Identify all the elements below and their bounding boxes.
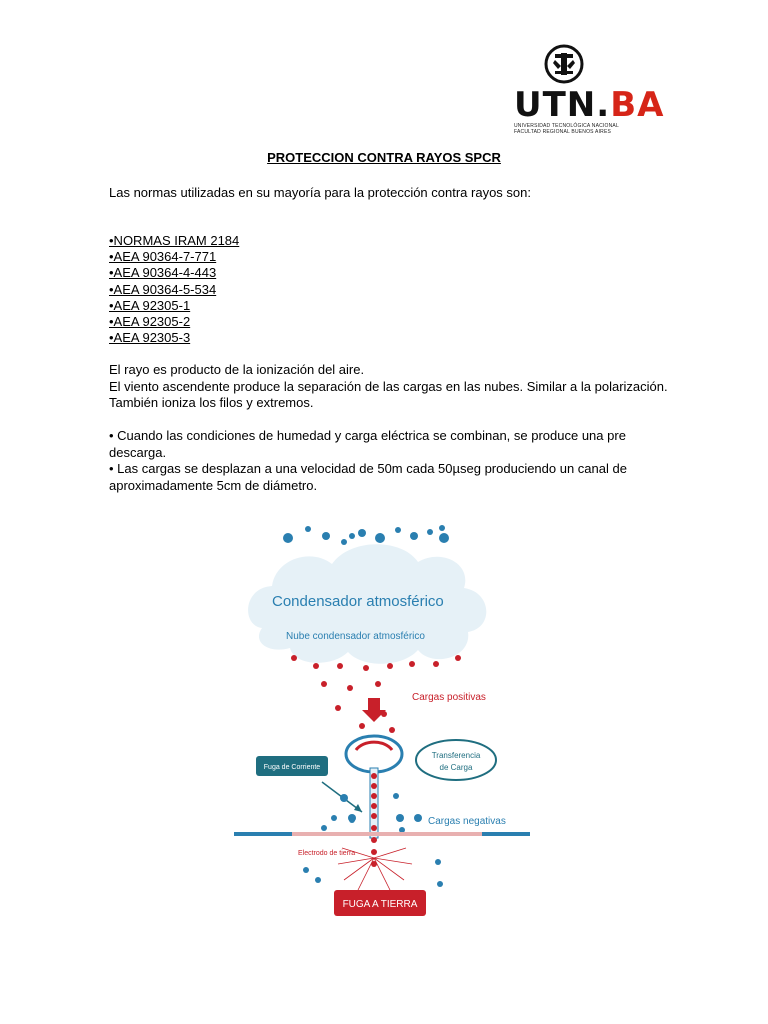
norm-item: •AEA 90364-5-534 (109, 281, 217, 297)
page-title: PROTECCION CONTRA RAYOS SPCR (267, 150, 501, 165)
down-arrow-icon (362, 698, 386, 722)
utn-emblem-icon (544, 44, 584, 84)
utn-ba-logo (478, 40, 665, 136)
leak-label: Fuga de Corriente (263, 764, 321, 771)
norm-item: •AEA 92305-3 (109, 330, 191, 346)
paragraph-line: El rayo es producto de la ionización del aire. (109, 362, 365, 377)
intro-text: Las normas utilizadas en su mayoría para la protección contra rayos son: (109, 185, 531, 200)
transfer-ellipse (416, 740, 496, 780)
logo-subtitle: UNIVERSIDAD TECNOLÓGICA NACIONAL FACULTAD REGIONAL BUENOS AIRES (514, 123, 619, 135)
transfer-label-1: Transferencia (431, 751, 481, 760)
negative-charges-label: Cargas negativas (428, 816, 506, 827)
body-paragraph (109, 362, 669, 412)
lightning-rod (346, 736, 402, 867)
paragraph-line: También ioniza los filos y extremos. (109, 395, 314, 410)
electrode-label: Electrodo de tierra (298, 850, 356, 857)
cloud-title: Condensador atmosférico (272, 593, 444, 610)
cloud-subtitle: Nube condensador atmosférico (286, 631, 425, 642)
ground-leak-label: FUGA A TIERRA (342, 899, 418, 910)
lightning-diagram (232, 518, 532, 923)
norm-item: •AEA 90364-4-443 (109, 265, 217, 281)
logo-wordmark: UTN.BA (514, 85, 665, 125)
bullet-item: • Las cargas se desplazan a una velocidad de 50m cada 50µseg produciendo un canal de aproximadamente 5cm de diámetro. (109, 461, 627, 493)
transfer-label-2: de Carga (439, 763, 473, 772)
norm-item: •AEA 90364-7-771 (109, 249, 217, 265)
norms-list (109, 233, 669, 346)
bullet-item: • Cuando las condiciones de humedad y carga eléctrica se combinan, se produce una pre descarga. (109, 428, 626, 460)
bullet-list (109, 428, 669, 494)
paragraph-line: El viento ascendente produce la separación de las cargas en las nubes. Similar a la polarización. (109, 378, 668, 394)
positive-charges-label: Cargas positivas (412, 692, 486, 703)
norm-item: •AEA 92305-2 (109, 313, 191, 329)
norm-item: •AEA 92305-1 (109, 297, 191, 313)
norm-item: •NORMAS IRAM 2184 (109, 233, 240, 248)
negative-ions-top (283, 525, 449, 545)
